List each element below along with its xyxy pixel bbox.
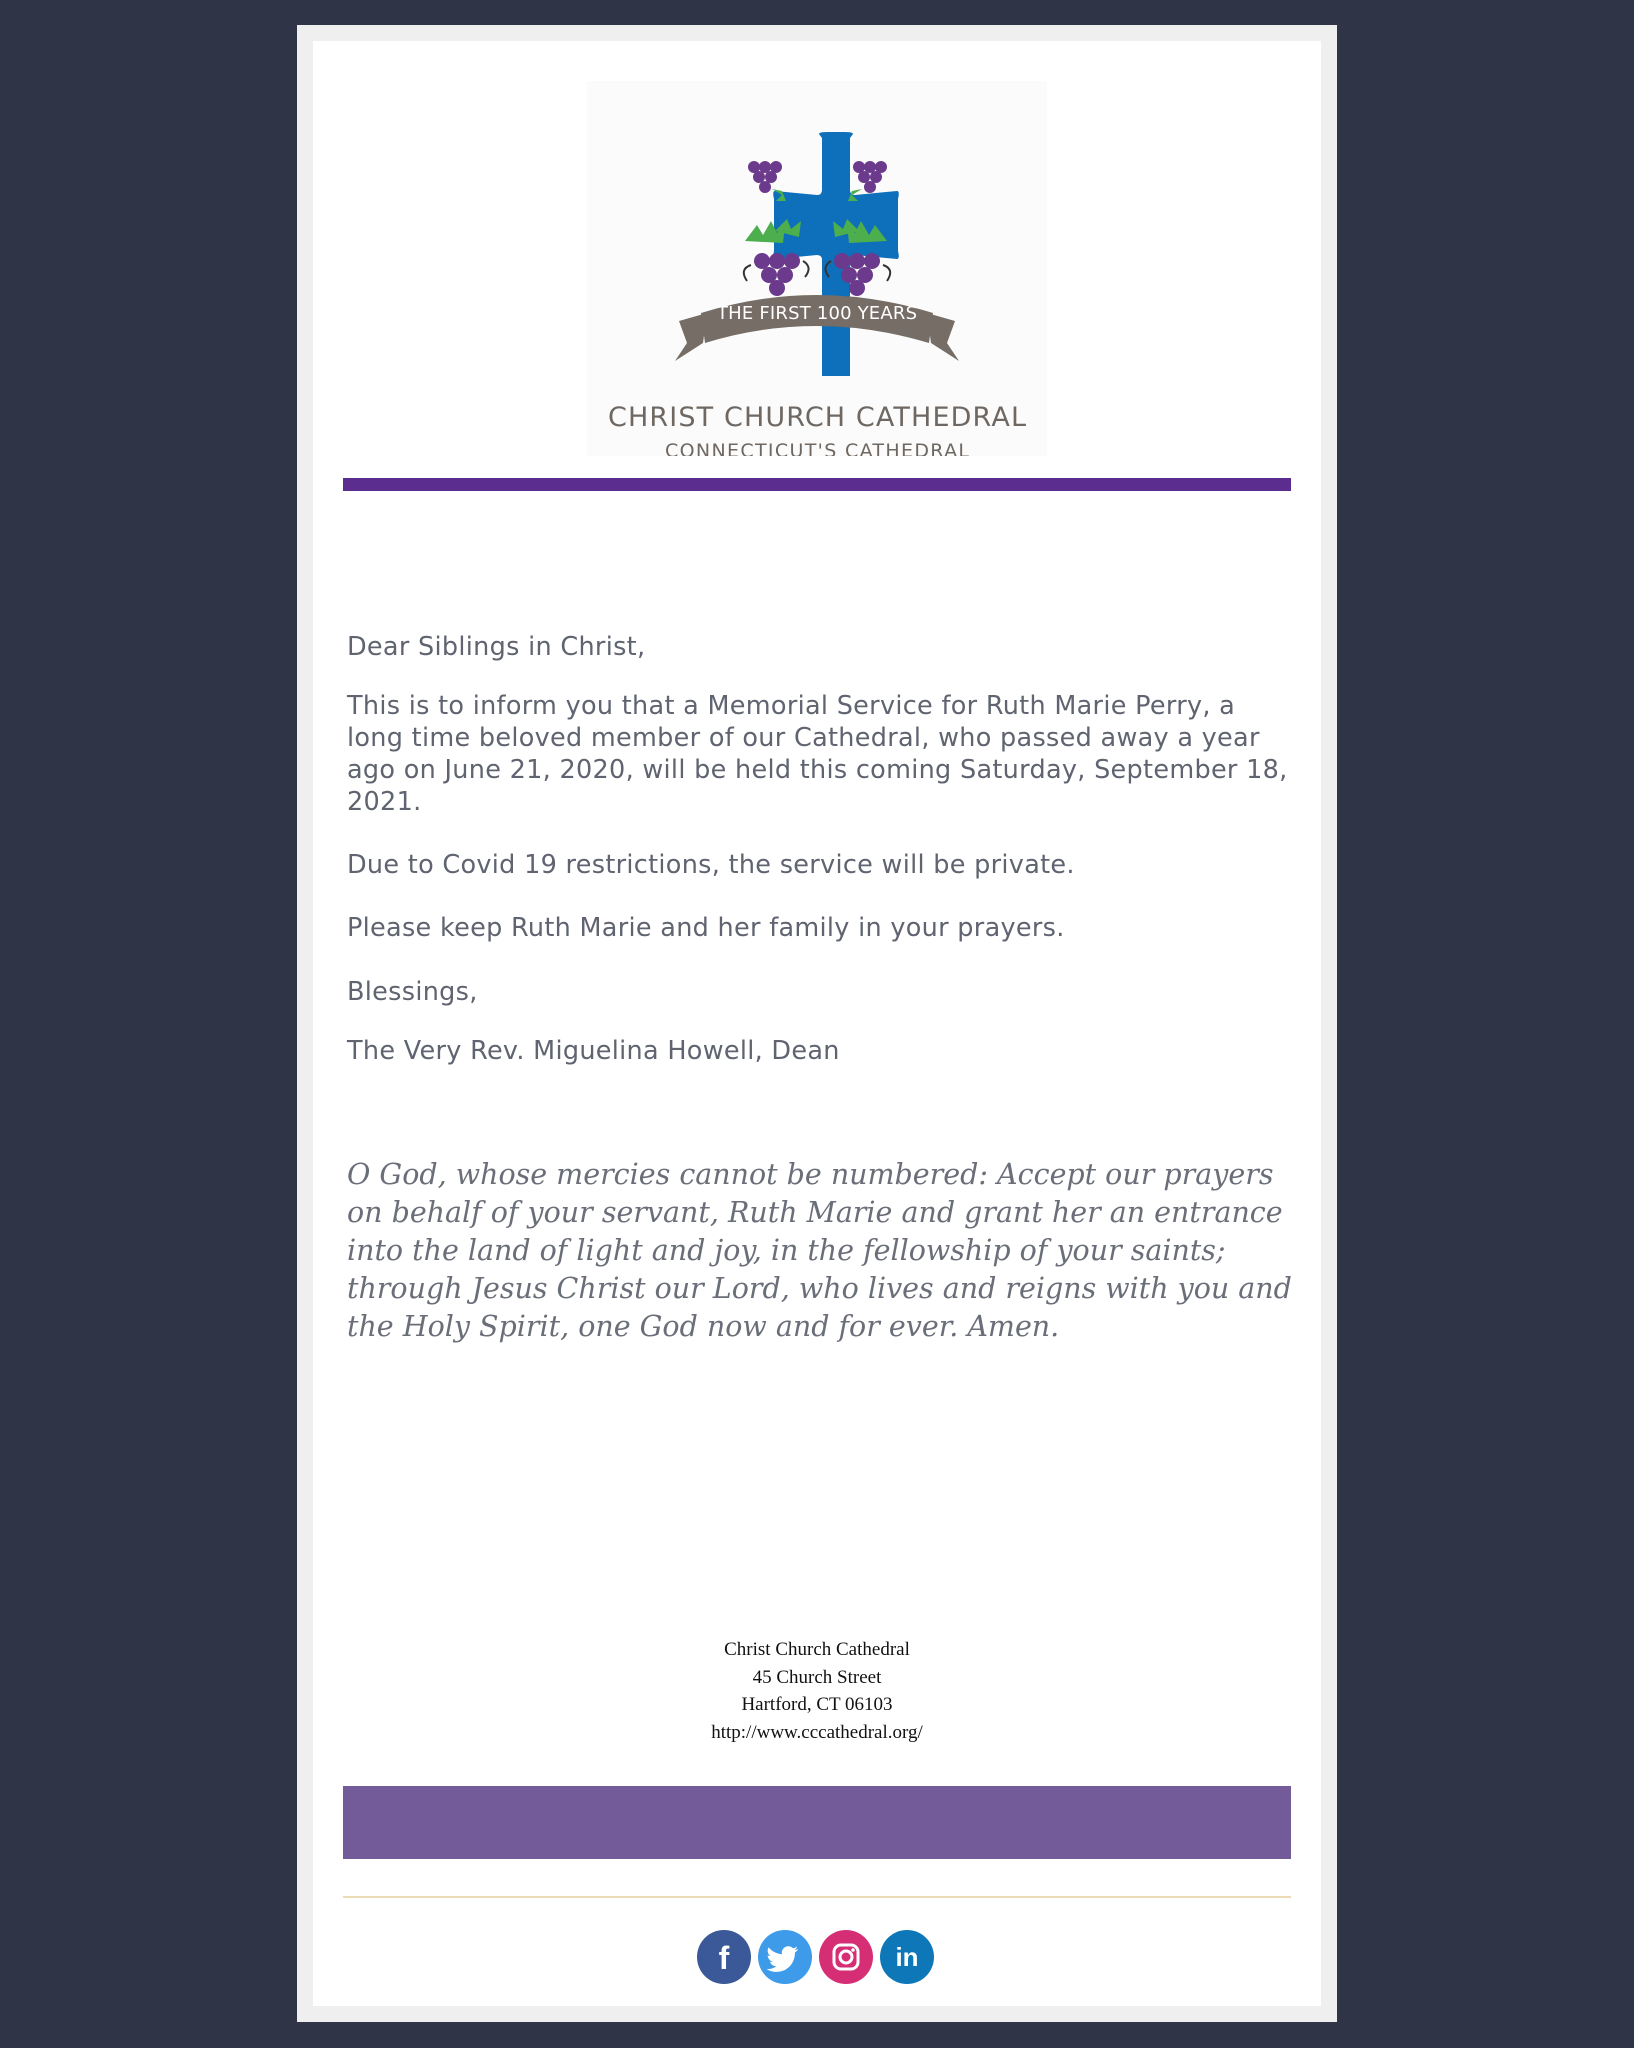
twitter-button[interactable] xyxy=(758,1930,812,1984)
facebook-icon xyxy=(697,1930,751,1984)
letter-signature: The Very Rev. Miguelina Howell, Dean xyxy=(347,1036,840,1066)
footer-address xyxy=(313,1636,1321,1746)
org-name: CHRIST CHURCH CATHEDRAL xyxy=(608,402,1026,433)
email-outer-frame xyxy=(297,25,1337,2022)
banner-text: THE FIRST 100 YEARS xyxy=(717,303,917,324)
footer-street: 45 Church Street xyxy=(752,1666,882,1688)
footer-website-link[interactable]: http://www.cccathedral.org/ xyxy=(711,1721,923,1743)
linkedin-button[interactable] xyxy=(880,1930,934,1984)
facebook-button[interactable] xyxy=(697,1930,751,1984)
svg-text:in: in xyxy=(895,1942,919,1972)
twitter-icon xyxy=(758,1930,812,1984)
letter-paragraph-covid: Due to Covid 19 restrictions, the service will be private. xyxy=(347,850,1075,880)
footer-city: Hartford, CT 06103 xyxy=(741,1694,893,1715)
letter-paragraph-prayers: Please keep Ruth Marie and her family in your prayers. xyxy=(347,913,1065,943)
footer-org-name: Christ Church Cathedral xyxy=(724,1639,910,1660)
letter-greeting: Dear Siblings in Christ, xyxy=(347,632,646,662)
footer-divider xyxy=(343,1896,1291,1898)
email-card xyxy=(313,41,1321,2006)
svg-text:f: f xyxy=(718,1940,730,1976)
instagram-button[interactable] xyxy=(819,1930,873,1984)
prayer-text: O God, whose mercies cannot be numbered: Accept our prayers on behalf of your servant, Ruth Marie and grant her an entrance into the land of light and joy, in the fellowship of your saints; through Jesus Christ our Lord, who lives and reigns with you and the Holy Spirit, one God now and for ever. Amen. xyxy=(347,1158,1292,1343)
header-divider xyxy=(343,478,1291,491)
org-subtitle: CONNECTICUT'S CATHEDRAL xyxy=(665,440,969,456)
social-links xyxy=(697,1930,937,1984)
cathedral-logo xyxy=(587,81,1047,456)
instagram-icon xyxy=(819,1930,873,1984)
logo-background xyxy=(587,81,1047,456)
letter-closing: Blessings, xyxy=(347,977,478,1007)
footer-band xyxy=(343,1786,1291,1859)
linkedin-icon xyxy=(880,1930,934,1984)
cathedral-logo-graphic xyxy=(587,81,1047,456)
letter-paragraph-info: This is to inform you that a Memorial Service for Ruth Marie Perry, a long time beloved member of our Cathedral, who passed away a year ago on June 21, 2020, will be held this coming Saturday, September 18, 2021. xyxy=(347,691,1288,817)
